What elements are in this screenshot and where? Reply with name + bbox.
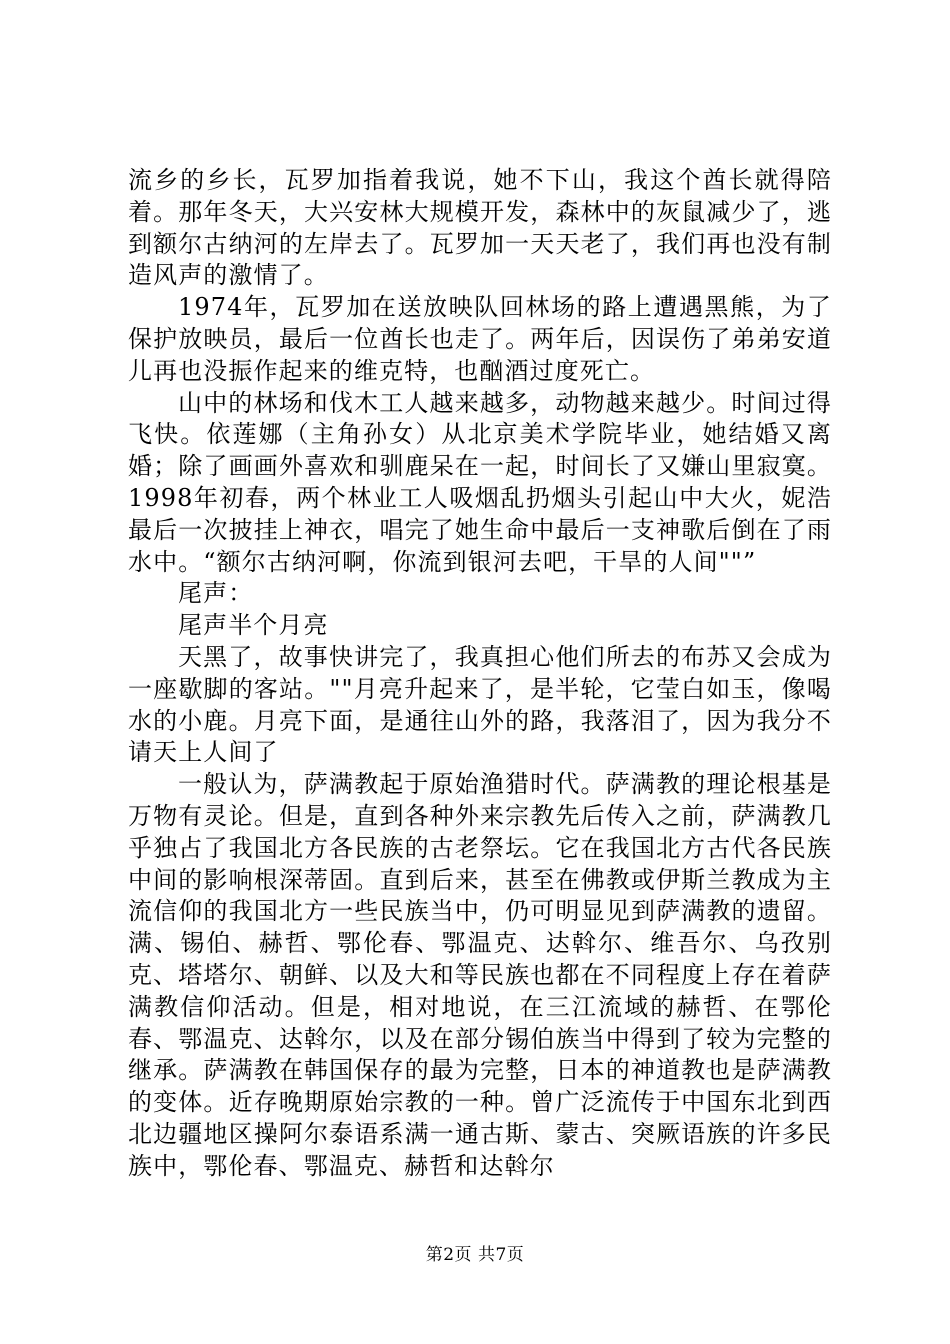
paragraph-4: 天黑了，故事快讲完了，我真担心他们所去的布苏又会成为一座歇脚的客站。""月亮升起来了，是半轮，它莹白如玉，像喝水的小鹿。月亮下面，是通往山外的路，我落泪了，因为我分不请天上人间了	[128, 642, 832, 767]
epilogue-title: 尾声半个月亮	[178, 611, 329, 640]
epilogue-heading: 尾声：	[178, 579, 254, 608]
paragraph-1: 流乡的乡长，瓦罗加指着我说，她不下山，我这个酋长就得陪着。那年冬天，大兴安林大规模开发，森林中的灰鼠减少了，逃到额尔古纳河的左岸去了。瓦罗加一天天老了，我们再也没有制造风声的激情了。	[128, 166, 832, 290]
page-number-footer: 第2页 共7页	[425, 1245, 525, 1265]
paragraph-3: 山中的林场和伐木工人越来越多，动物越来越少。时间过得飞快。依莲娜（主角孙女）从北京美术学院毕业，她结婚又离婚；除了画画外喜欢和驯鹿呆在一起，时间长了又嫌山里寂寞。1998年初春，两个林业工人吸烟乱扔烟头引起山中大火，妮浩最后一次披挂上神衣，唱完了她生命中最后一支神歌后倒在了雨水中。“额尔古纳河啊，你流到银河去吧，干旱的人间""”	[128, 388, 832, 576]
document-body	[128, 165, 832, 1183]
paragraph-5: 一般认为，萨满教起于原始渔猎时代。萨满教的理论根基是万物有灵论。但是，直到各种外来宗教先后传入之前，萨满教几乎独占了我国北方各民族的古老祭坛。它在我国北方古代各民族中间的影响根深蒂固。直到后来，甚至在佛教或伊斯兰教成为主流信仰的我国北方一些民族当中，仍可明显见到萨满教的遗留。满、锡伯、赫哲、鄂伦春、鄂温克、达斡尔、维吾尔、乌孜别克、塔塔尔、朝鲜、以及大和等民族也都在不同程度上存在着萨满教信仰活动。但是，相对地说，在三江流域的赫哲、在鄂伦春、鄂温克、达斡尔，以及在部分锡伯族当中得到了较为完整的继承。萨满教在韩国保存的最为完整，日本的神道教也是萨满教的变体。近存晚期原始宗教的一种。曾广泛流传于中国东北到西北边疆地区操阿尔泰语系满一通古斯、蒙古、突厥语族的许多民族中，鄂伦春、鄂温克、赫哲和达斡尔	[128, 770, 832, 1180]
paragraph-2: 1974年，瓦罗加在送放映队回林场的路上遭遇黑熊，为了保护放映员，最后一位酋长也走了。两年后，因误伤了弟弟安道儿再也没振作起来的维克特，也酗酒过度死亡。	[128, 293, 832, 385]
